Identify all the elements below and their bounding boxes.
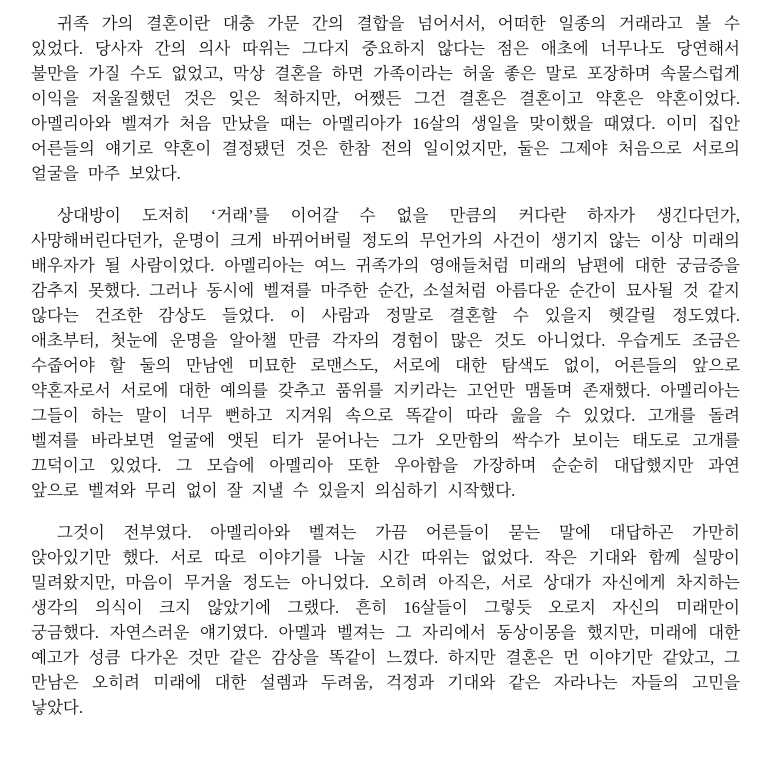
paragraph-3: 그것이 전부였다. 아멜리아와 벨져는 가끔 어른들이 묻는 말에 대답하곤 가만히 앉아있기만 했다. 서로 따로 이야기를 나눌 시간 따위는 없었다. 작은 기대와 함께 실망이 밀려왔지만, 마음이 무거울 정도는 아니었다. 오히려 아직은, 서로 상대가 자신에게 차지하는 생각의 의식이 크지 않았기에 그랬다. 흔히 16살들이 그렇듯 오로지 자신의 미래만이 궁금했다. 자연스러운 얘기였다. 아멜과 벨져는 그 자리에서 동상이몽을 했지만, 미래에 대한 예고가 성큼 다가온 것만 같은 감상을 똑같이 느꼈다. 하지만 결혼은 먼 이야기만 같았고, 그 만남은 오히려 미래에 대한 설렘과 두려움, 걱정과 기대와 같은 자라나는 자들의 고민을 낳았다. xyxy=(31,523,740,717)
paragraph-2: 상대방이 도저히 ‘거래’를 이어갈 수 없을 만큼의 커다란 하자가 생긴다던가, 사망해버린다던가, 운명이 크게 바뀌어버릴 정도의 무언가의 사건이 생기지 않는 이상 미래의 배우자가 될 사람이었다. 아멜리아는 여느 귀족가의 영애들처럼 미래의 남편에 대한 궁금증을 감추지 못했다. 그러나 동시에 벨져를 마주한 순간, 소설처럼 아름다운 순간이 묘사될 것 같지 않다는 건조한 감상도 들었다. 이 사람과 정말로 결혼할 수 있을지 헷갈릴 정도였다. 애초부터, 첫눈에 운명을 알아챌 만큼 각자의 경험이 많은 것도 아니었다. 우습게도 조금은 수줍어야 할 둘의 만남엔 미묘한 로맨스도, 서로에 대한 탐색도 없이, 어른들의 앞으로 약혼자로서 서로에 대한 예의를 갖추고 품위를 지키라는 고언만 맴돌며 존재했다. 아멜리아는 그들이 하는 말이 너무 뻔하고 지겨워 속으로 똑같이 따라 읊을 수 있었다. 고개를 돌려 벨져를 바라보면 얼굴에 앳된 티가 묻어나는 그가 오만함의 싹수가 보이는 태도로 고개를 끄덕이고 있었다. 그 모습에 아멜리아 또한 우아함을 가장하며 순순히 대답했지만 과연 앞으로 벨져와 무리 없이 잘 지낼 수 있을지 의심하기 시작했다. xyxy=(31,206,740,500)
paragraph-1: 귀족 가의 결혼이란 대충 가문 간의 결합을 넘어서서, 어떠한 일종의 거래라고 볼 수 있었다. 당사자 간의 의사 따위는 그다지 중요하지 않다는 점은 애초에 너무나도 당연해서 불만을 가질 수도 없었고, 막상 결혼을 하면 가족이라는 허울 좋은 말로 포장하며 속물스럽게 이익을 저울질했던 것은 잊은 척하지만, 어쨌든 그건 결혼은 결혼이고 약혼은 약혼이었다. 아멜리아와 벨져가 처음 만났을 때는 아멜리아가 16살의 생일을 맞이했을 때였다. 이미 집안 어른들의 얘기로 약혼이 결정됐던 것은 한참 전의 일이었지만, 둘은 그제야 처음으로 서로의 얼굴을 마주 보았다. xyxy=(31,14,740,183)
document-text-body xyxy=(31,11,740,720)
